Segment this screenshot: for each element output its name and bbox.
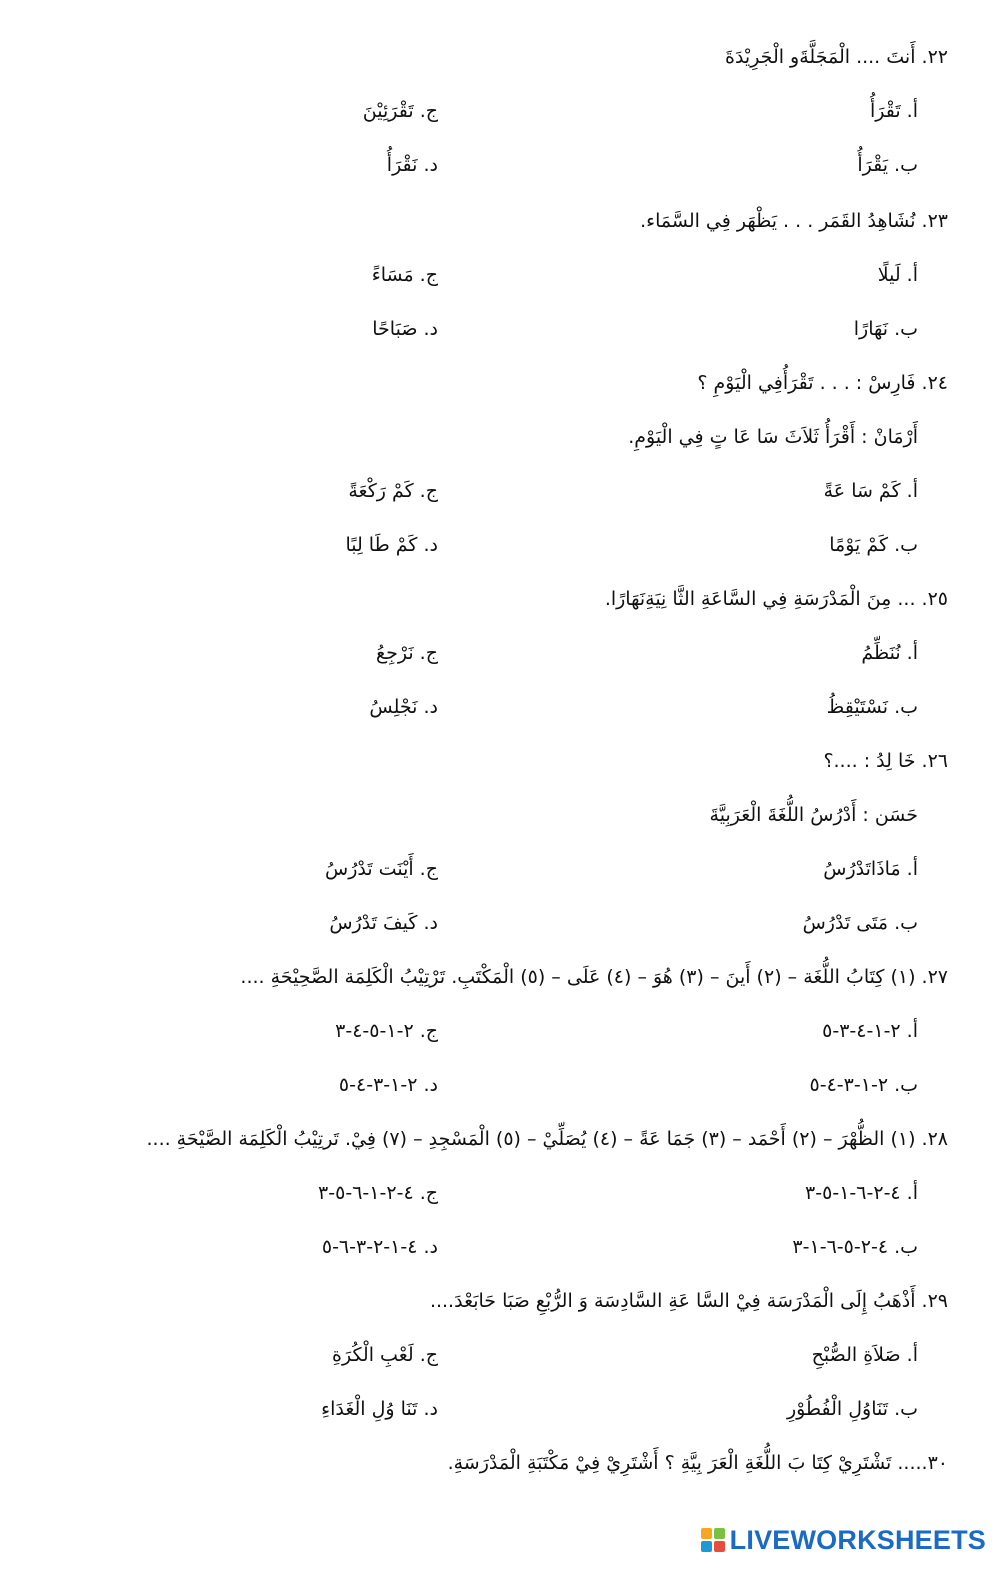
q28-option-d[interactable]: د. ٤-١-٢-٣-٦-٥ <box>321 1236 438 1258</box>
q23-option-b[interactable]: ب. نَهَارًا <box>853 318 918 340</box>
q24-option-b[interactable]: ب. كَمْ يَوْمًا <box>829 534 918 556</box>
q26-option-b[interactable]: ب. مَتَى تَدْرُسُ <box>802 912 918 934</box>
q23-option-d[interactable]: د. صَبَاحًا <box>372 318 438 340</box>
q26-option-d[interactable]: د. كَيفَ تَدْرُسُ <box>329 912 438 934</box>
q25-option-d[interactable]: د. نَجْلِسُ <box>369 696 438 718</box>
question-28: ٢٨. (١) الظُّهْرَ – (٢) أَحْمَد – (٣) جَمَا عَةً – (٤) يُصَلِّيْ – (٥) الْمَسْجِدِ – (٧) فِيْ. تَرتِيْبُ الْكَلِمَة الصَّيْحَةِ .... <box>146 1128 948 1150</box>
q25-option-a[interactable]: أ. نُنَظِّمُ <box>861 642 918 664</box>
question-30: ٣٠..... تَشْتَرِيْ كِتَا بَ اللُّغَةِ الْعَرَ بِيَّةِ ؟ أَشْتَرِيْ فِيْ مَكْتَبَةِ الْمَدْرَسَةِ. <box>447 1452 948 1474</box>
q27-option-c[interactable]: ج. ٢-١-٥-٤-٣ <box>335 1020 438 1042</box>
question-26: ٢٦. خَا لِدُ : ....؟ <box>823 750 948 772</box>
q24-option-a[interactable]: أ. كَمْ سَا عَةً <box>823 480 918 502</box>
q29-option-a[interactable]: أ. صَلاَةِ الصُّبْحِ <box>811 1344 918 1366</box>
q26-option-a[interactable]: أ. مَاذَاتَدْرُسُ <box>823 858 918 880</box>
question-25: ٢٥. ... مِنَ الْمَدْرَسَةِ فِي السَّاعَةِ الثَّا نِيَةِنَهَارًا. <box>604 588 948 610</box>
q22-option-c[interactable]: ج. تَقْرَئِيْنَ <box>362 100 438 122</box>
q28-option-c[interactable]: ج. ٤-٢-١-٦-٥-٣ <box>318 1182 438 1204</box>
liveworksheets-logo[interactable] <box>701 1523 986 1557</box>
q22-option-d[interactable]: د. نَقْرَأُ <box>386 154 438 176</box>
q28-option-a[interactable]: أ. ٤-٢-٦-١-٥-٣ <box>805 1182 918 1204</box>
q25-option-c[interactable]: ج. نَرْجِعُ <box>376 642 438 664</box>
q23-option-a[interactable]: أ. لَيلًا <box>877 264 918 286</box>
q28-option-b[interactable]: ب. ٤-٢-٥-٦-١-٣ <box>792 1236 918 1258</box>
q26-option-c[interactable]: ج. أَيْنَت تَدْرُسُ <box>325 858 438 880</box>
q25-option-b[interactable]: ب. نَسْتَيْقِظُ <box>826 696 918 718</box>
logo-text: LIVEWORKSHEETS <box>729 1524 986 1555</box>
q22-option-a[interactable]: أ. تَقْرَأُ <box>869 100 918 122</box>
q26-dialogue-reply: حَسَن : أَدْرُسُ اللُّغَةَ الْعَرَبِيَّةَ <box>709 804 918 826</box>
q27-option-a[interactable]: أ. ٢-١-٤-٣-٥ <box>822 1020 918 1042</box>
q29-option-c[interactable]: ج. لَعْبِ الْكُرَةِ <box>332 1344 438 1366</box>
q24-dialogue-reply: أَرْمَانْ : أَقْرَأُ ثَلاَثَ سَا عَا تٍ فِي الْيَوْمِ. <box>628 426 918 448</box>
q27-option-d[interactable]: د. ٢-١-٣-٤-٥ <box>338 1074 438 1096</box>
q23-option-c[interactable]: ج. مَسَاءً <box>371 264 438 286</box>
question-22: ٢٢. أَنتَ .... الْمَجَلَّةَو الْجَرِيْدَةَ <box>724 46 948 68</box>
q22-option-b[interactable]: ب. يَقْرَأُ <box>857 154 918 176</box>
q29-option-b[interactable]: ب. تَنَاوُلِ الْفُطُوْرِ <box>786 1398 918 1420</box>
liveworksheets-logo-icon <box>701 1528 725 1552</box>
question-29: ٢٩. أَذْهَبُ إِلَى الْمَدْرَسَة فِيْ السَّا عَةِ السَّادِسَة وَ الرُّبْعِ صَبَا حَابَعْدَ.... <box>429 1290 948 1312</box>
q29-option-d[interactable]: د. تَنَا وُلِ الْغَدَاءِ <box>321 1398 438 1420</box>
question-27: ٢٧. (١) كِتَابُ اللُّغَة – (٢) أَينَ – (٣) هُوَ – (٤) عَلَى – (٥) الْمَكْتَبِ. تَرْتِيْبُ الْكَلِمَة الصَّحِيْحَةِ .... <box>240 966 948 988</box>
q27-option-b[interactable]: ب. ٢-١-٣-٤-٥ <box>809 1074 918 1096</box>
q24-option-d[interactable]: د. كَمْ طَا لِبًا <box>345 534 438 556</box>
q24-option-c[interactable]: ج. كَمْ رَكْعَةً <box>348 480 438 502</box>
question-23: ٢٣. نُشَاهِدُ القَمَر . . . يَظْهَر فِي السَّمَاء. <box>640 210 948 232</box>
question-24: ٢٤. فَارِسْ : . . . تَقْرَأُفِي الْيَوْمِ ؟ <box>697 372 948 394</box>
